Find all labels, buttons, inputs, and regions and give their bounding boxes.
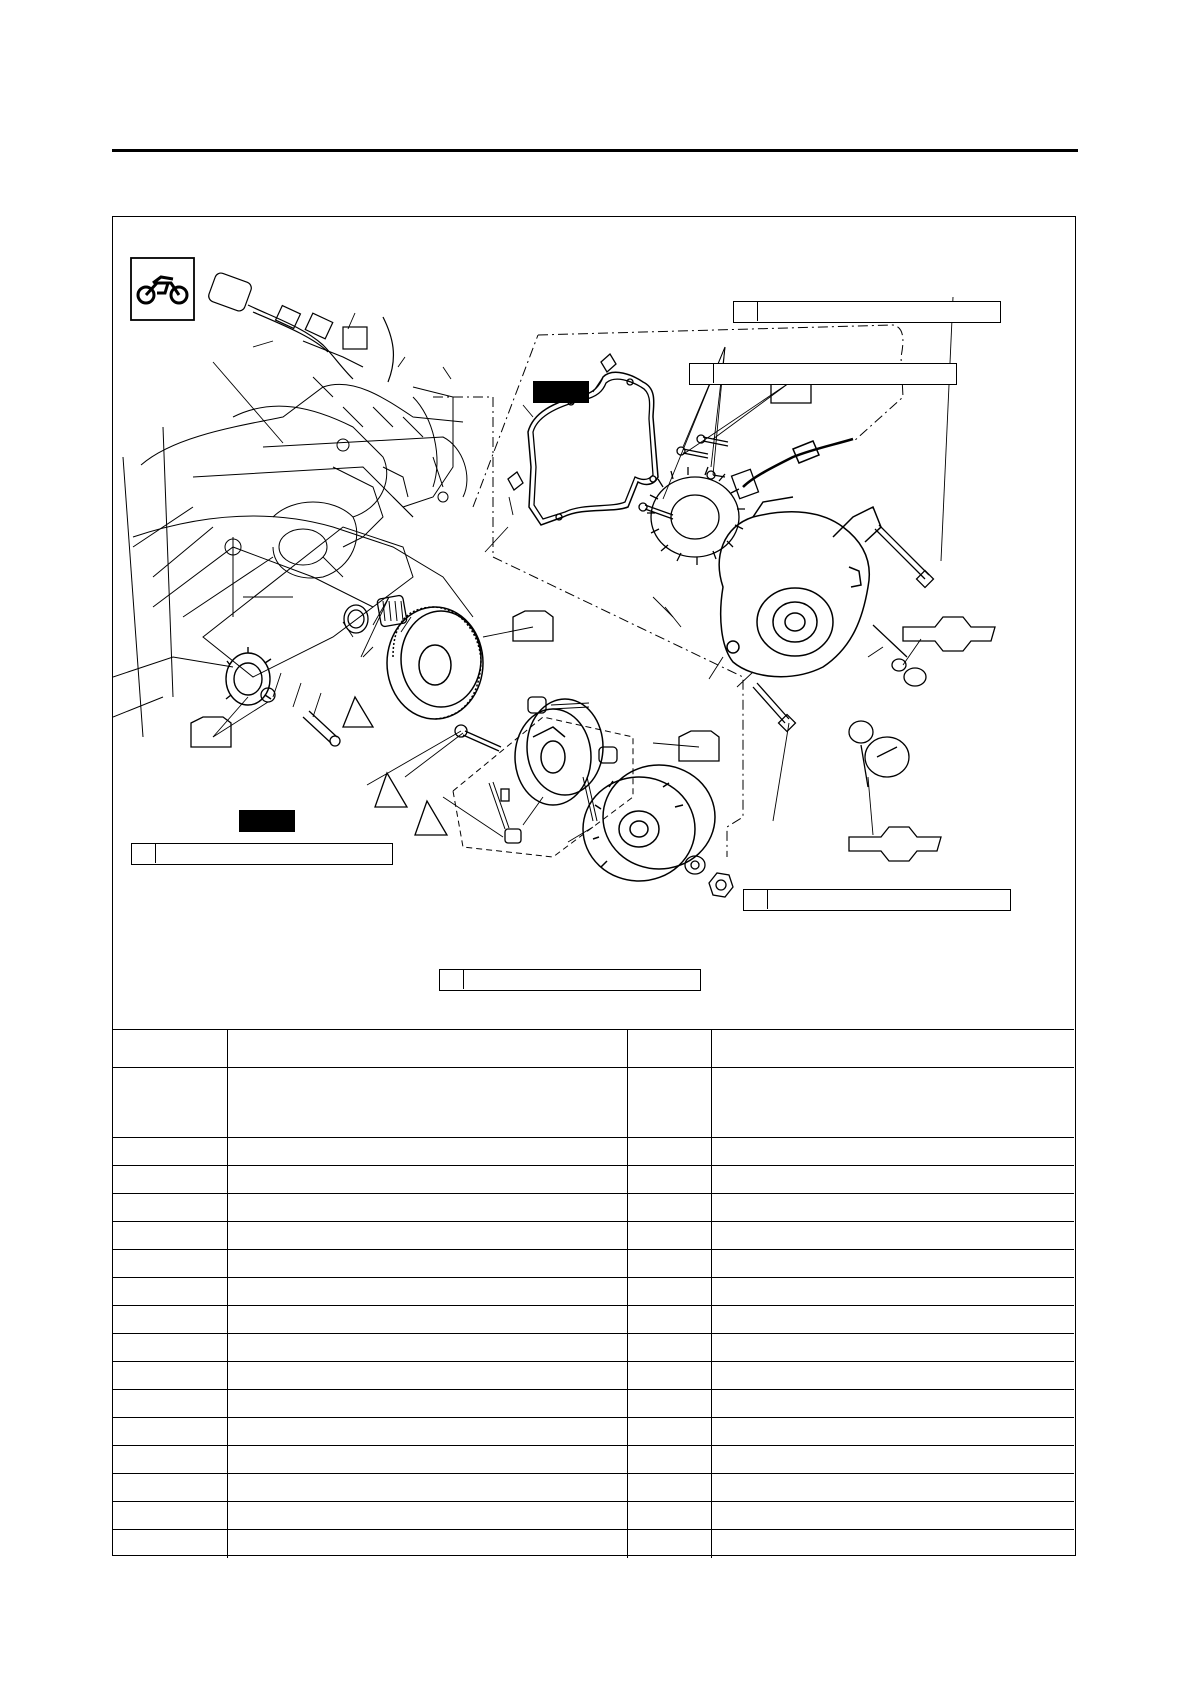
torque-spec-label bbox=[131, 843, 393, 865]
table-row bbox=[113, 1250, 1074, 1278]
table-row bbox=[113, 1334, 1074, 1362]
table-row bbox=[113, 1530, 1074, 1558]
table-row bbox=[113, 1418, 1074, 1446]
removal-steps-table bbox=[113, 1029, 1074, 1558]
dowel-pin bbox=[601, 354, 616, 372]
timing-plug bbox=[904, 668, 926, 686]
stator-coil bbox=[647, 467, 745, 565]
stator-bolt bbox=[645, 505, 673, 519]
starter-idle-gear bbox=[226, 647, 271, 705]
crankcase-cover-left bbox=[719, 497, 881, 677]
wrench-icon bbox=[734, 302, 758, 321]
table-row bbox=[113, 1390, 1074, 1418]
dowel-pin bbox=[508, 472, 523, 490]
table-row bbox=[113, 1474, 1074, 1502]
generator-rotor bbox=[583, 765, 715, 881]
illustration-frame bbox=[112, 216, 1076, 1556]
table-row bbox=[113, 1194, 1074, 1222]
table-row bbox=[113, 1502, 1074, 1530]
wrench-icon bbox=[690, 364, 714, 383]
torque-spec-label bbox=[439, 969, 701, 991]
torque-spec-label bbox=[743, 889, 1011, 911]
table-row bbox=[113, 1138, 1074, 1166]
table-row bbox=[113, 1362, 1074, 1390]
rotor-washer bbox=[685, 856, 705, 874]
table-row bbox=[113, 1222, 1074, 1250]
starter-clutch-bolt bbox=[463, 731, 501, 751]
cover-bolt bbox=[875, 525, 929, 579]
wrench-icon bbox=[744, 890, 768, 909]
rotor-nut bbox=[709, 873, 733, 897]
torque-spec-label bbox=[733, 301, 1001, 323]
table-header-row bbox=[113, 1030, 1074, 1068]
header-rule bbox=[112, 149, 1078, 152]
wiring-harness bbox=[207, 271, 393, 382]
moly-grease-icon bbox=[191, 369, 811, 761]
new-part-tag bbox=[239, 810, 295, 832]
stator-bolt bbox=[683, 449, 708, 458]
torque-spec-label bbox=[689, 363, 957, 385]
table-row bbox=[113, 1068, 1074, 1138]
engine-frame-background bbox=[113, 377, 473, 737]
oil-can-icon bbox=[343, 697, 447, 835]
table-row bbox=[113, 1166, 1074, 1194]
table-header-cell bbox=[113, 1030, 227, 1068]
idle-gear-shaft bbox=[303, 711, 337, 743]
table-header-cell bbox=[711, 1030, 1074, 1068]
table-header-cell bbox=[227, 1030, 627, 1068]
table-row bbox=[113, 1278, 1074, 1306]
wrench-icon bbox=[132, 844, 156, 863]
table-header-cell bbox=[627, 1030, 711, 1068]
motorcycle-icon bbox=[131, 258, 194, 320]
table-row bbox=[113, 1446, 1074, 1474]
exploded-diagram bbox=[113, 217, 1077, 1029]
new-part-tag bbox=[533, 381, 589, 403]
wrench-icon bbox=[440, 970, 464, 989]
table-row bbox=[113, 1306, 1074, 1334]
crankshaft-end-accessing-screw bbox=[865, 737, 909, 777]
